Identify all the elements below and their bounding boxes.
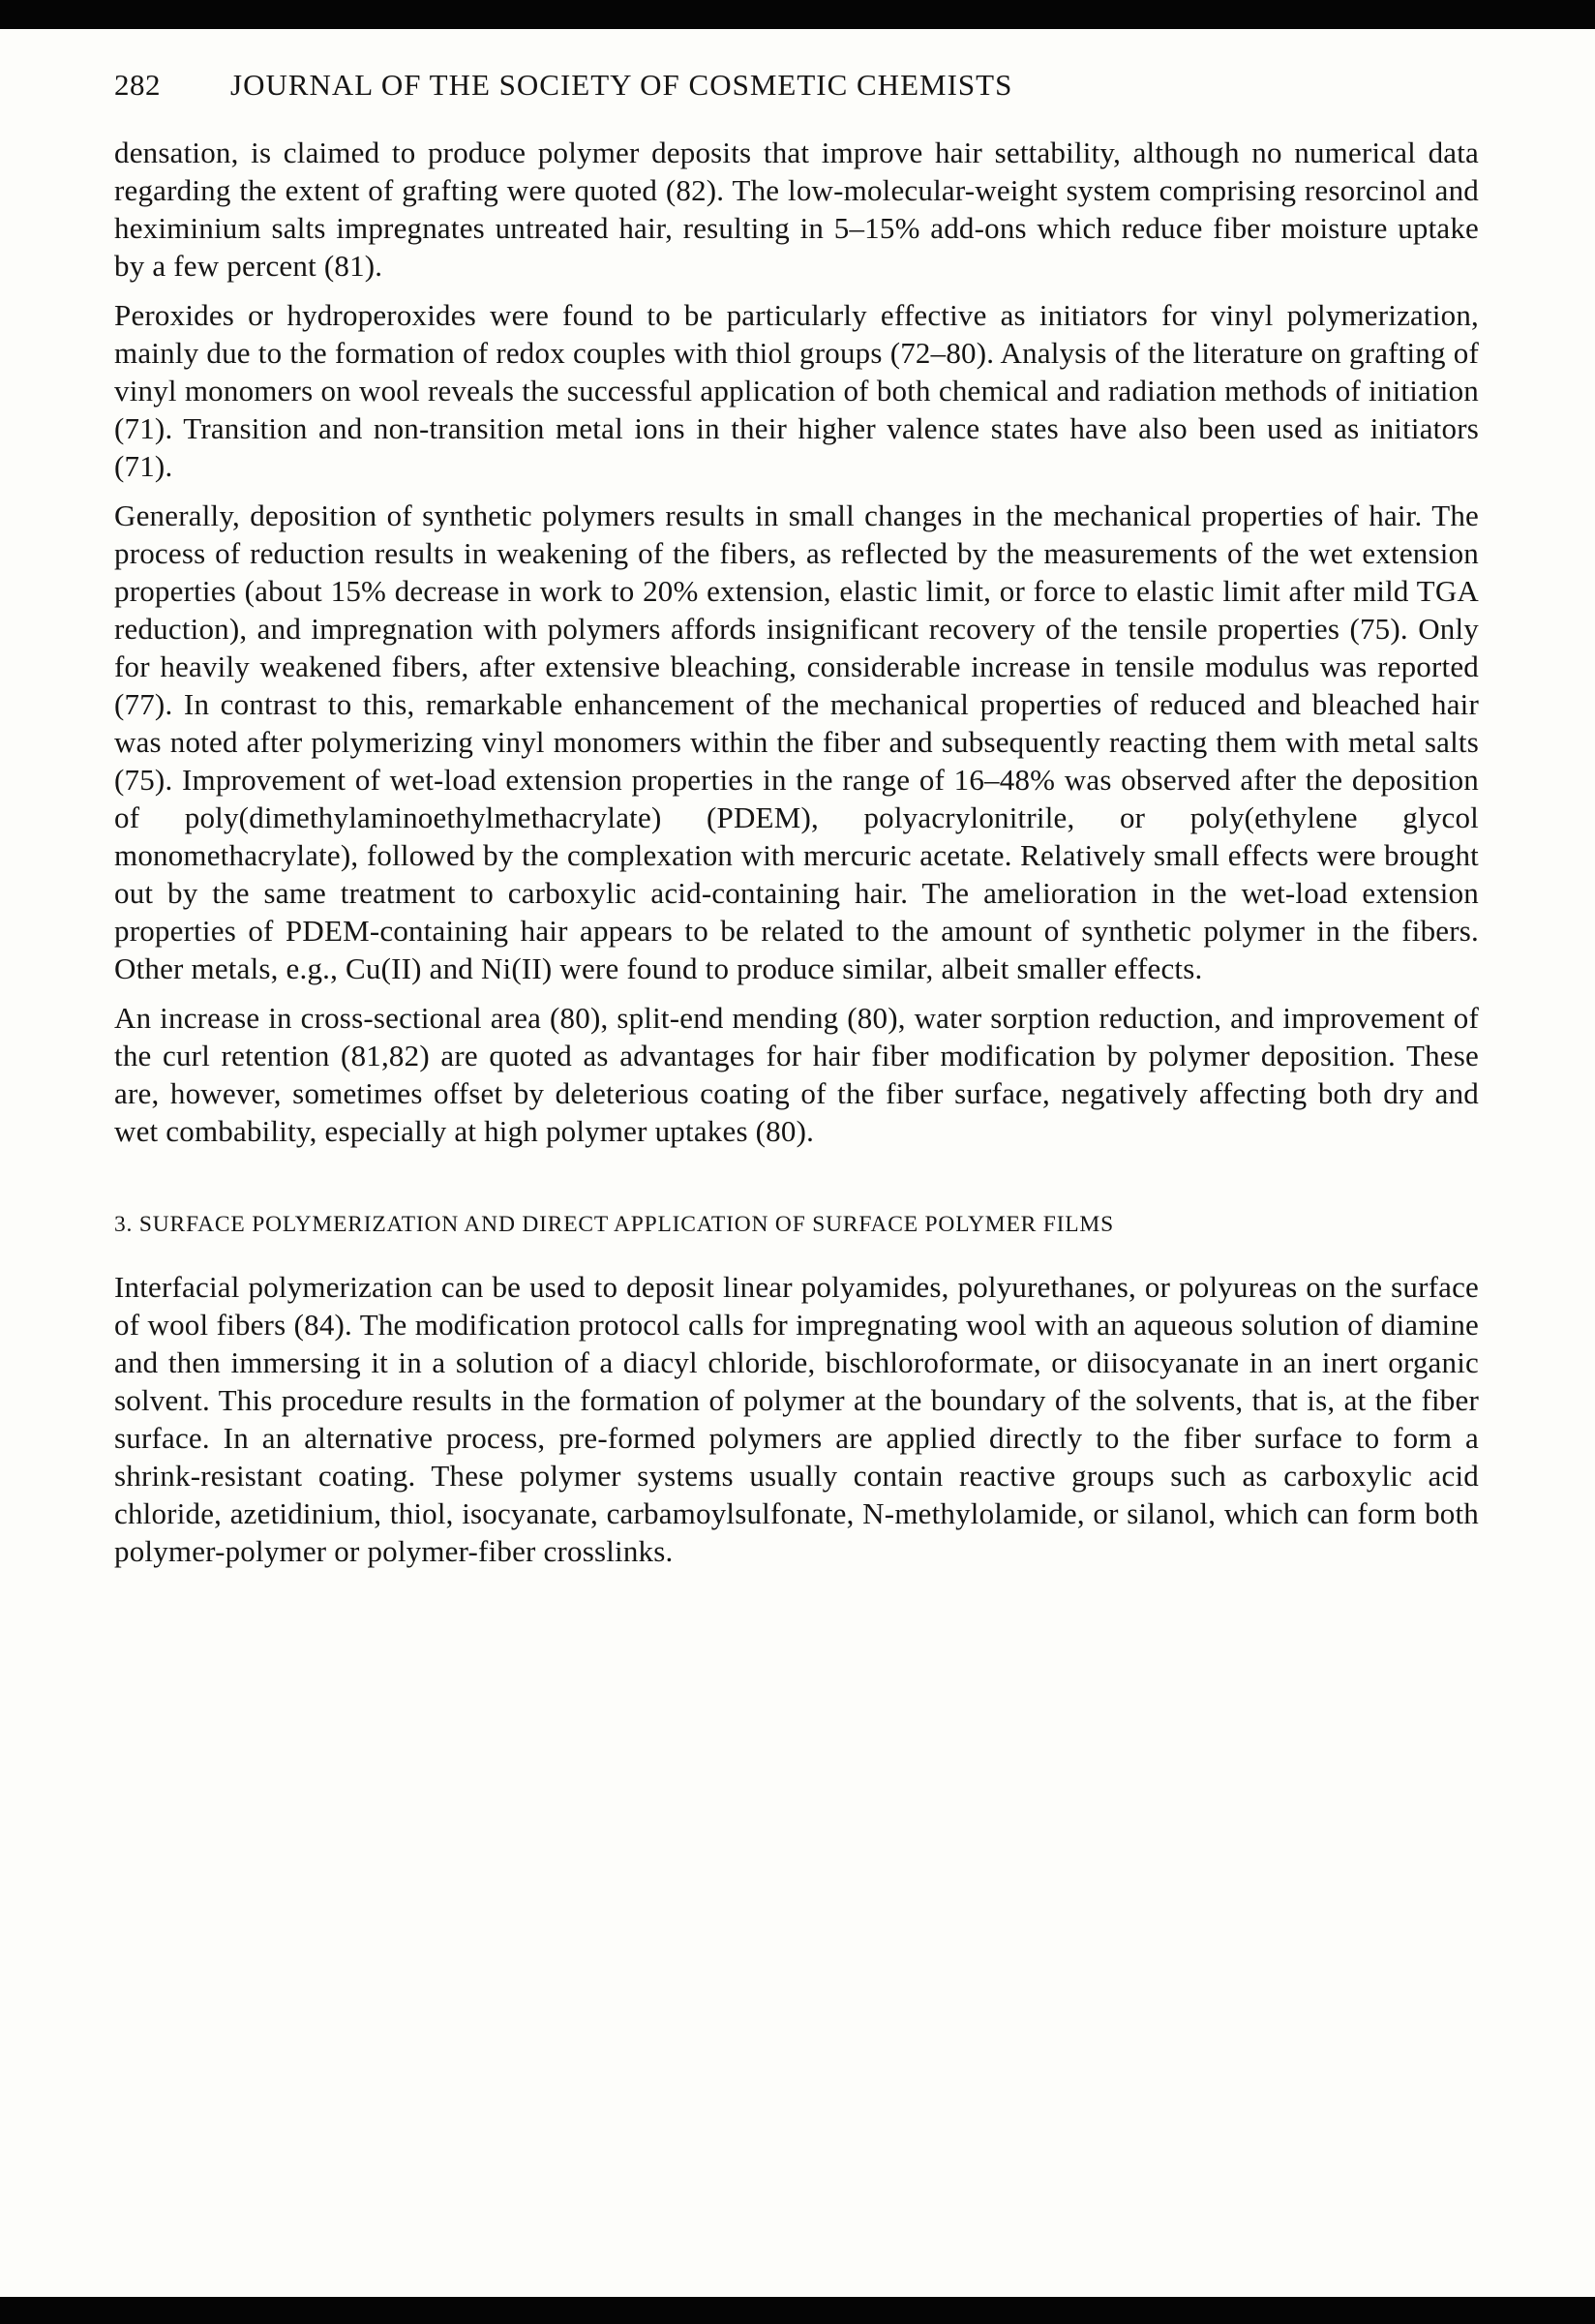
page-number: 282 [114, 68, 161, 102]
article-body [114, 134, 1479, 1570]
paragraph: densation, is claimed to produce polymer deposits that improve hair settability, although no numerical data regarding the extent of grafting were quoted (82). The low-molecular-weight system comprising resorcinol and heximinium salts impregnates untreated hair, resulting in 5–15% add-ons which reduce fiber moisture uptake by a few percent (81). [114, 136, 1479, 283]
paragraph: An increase in cross-sectional area (80), split-end mending (80), water sorption reduction, and improvement of the curl retention (81,82) are quoted as advantages for hair fiber modification by polymer deposition. These are, however, sometimes offset by deleterious coating of the fiber surface, negatively affecting both dry and wet combability, especially at high polymer uptakes (80). [114, 1001, 1479, 1148]
paragraph: Generally, deposition of synthetic polymers results in small changes in the mechanical properties of hair. The process of reduction results in weakening of the fibers, as reflected by the measurements of the wet extension properties (about 15% decrease in work to 20% extension, elastic limit, or force to elastic limit after mild TGA reduction), and impregnation with polymers affords insignificant recovery of the tensile properties (75). Only for heavily weakened fibers, after extensive bleaching, considerable increase in tensile modulus was reported (77). In contrast to this, remarkable enhancement of the mechanical properties of reduced and bleached hair was noted after polymerizing vinyl monomers within the fiber and subsequently reacting them with metal salts (75). Improvement of wet-load extension properties in the range of 16–48% was observed after the deposition of poly(dimethylaminoethylmethacrylate) (PDEM), polyacrylonitrile, or poly(ethylene glycol monomethacrylate), followed by the complexation with mercuric acetate. Relatively small effects were brought out by the same treatment to carboxylic acid-containing hair. The amelioration in the wet-load extension properties of PDEM-containing hair appears to be related to the amount of synthetic polymer in the fibers. Other metals, e.g., Cu(II) and Ni(II) were found to produce similar, albeit smaller effects. [114, 498, 1479, 985]
running-head [114, 68, 1479, 103]
section-heading: 3. SURFACE POLYMERIZATION AND DIRECT APPLICATION OF SURFACE POLYMER FILMS [114, 1212, 1114, 1237]
scan-artifact-top-bar [0, 0, 1595, 29]
scan-artifact-bottom-bar [0, 2297, 1595, 2324]
paragraph: Interfacial polymerization can be used to deposit linear polyamides, polyurethanes, or polyureas on the surface of wool fibers (84). The modification protocol calls for impregnating wool with an aqueous solution of diamine and then immersing it in a solution of a diacyl chloride, bischloroformate, or diisocyanate in an inert organic solvent. This procedure results in the formation of polymer at the boundary of the solvents, that is, at the fiber surface. In an alternative process, pre-formed polymers are applied directly to the fiber surface to form a shrink-resistant coating. These polymer systems usually contain reactive groups such as carboxylic acid chloride, azetidinium, thiol, isocyanate, carbamoylsulfonate, N-methylolamide, or silanol, which can form both polymer-polymer or polymer-fiber crosslinks. [114, 1270, 1479, 1568]
paragraph: Peroxides or hydroperoxides were found to be particularly effective as initiators for vinyl polymerization, mainly due to the formation of redox couples with thiol groups (72–80). Analysis of the literature on grafting of vinyl monomers on wool reveals the successful application of both chemical and radiation methods of initiation (71). Transition and non-transition metal ions in their higher valence states have also been used as initiators (71). [114, 298, 1479, 483]
running-title: JOURNAL OF THE SOCIETY OF COSMETIC CHEMISTS [230, 68, 1013, 102]
